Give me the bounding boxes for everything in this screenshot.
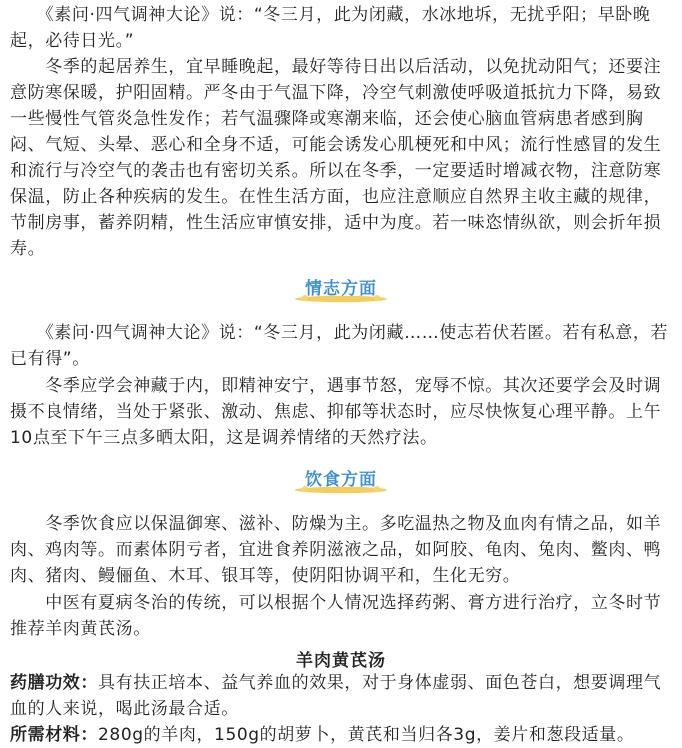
section-heading-diet [0, 463, 682, 503]
lifestyle-paragraph: 冬季的起居养生，宜早睡晚起，最好等待日出以后活动，以免扰动阳气；还要注意防寒保暖，护阳固精。严冬由于气温下降，冷空气刺激使呼吸道抵抗力下降，易致一些慢性气管炎急性发作；若气温骤降或寒潮来临，还会使心脑血管病患者感到胸闷、气短、头晕、恶心和全身不适，可能会诱发心肌梗死和中风；流行性感冒的发生和流行与冷空气的袭击也有密切关系。所以在冬季，一定要适时增减衣物，注意防寒保温，防止各种疾病的发生。在性生活方面，也应注意顺应自然界主收主藏的规律，节制房事，蓄养阴精，性生活应审慎安排，适中为度。若一味恣情纵欲，则会折年损寿。 [10, 57, 662, 259]
recipe-title: 羊肉黄芪汤 [296, 651, 386, 671]
emotion-quote-paragraph: 《素问·四气调神大论》说：“冬三月，此为闭藏……使志若伏若匿。若有私意，若已有得”。 [10, 323, 669, 369]
quote-paragraph: 《素问·四气调神大论》说：“冬三月，此为闭藏，水冰地坼，无扰乎阳；早卧晚起，必待日光。” [10, 5, 651, 51]
recipe-effect-text: 具有扶正培本、益气养血的效果，对于身体虚弱、面色苍白，想要调理气血的人来说，喝此汤最合适。 [10, 673, 662, 719]
diet-treatment-paragraph: 中医有夏病冬治的传统，可以根据个人情况选择药粥、膏方进行治疗，立冬时节推荐羊肉黄芪汤。 [10, 593, 662, 639]
recipe-materials [10, 722, 672, 748]
recipe-materials-label: 所需材料： [10, 725, 98, 745]
section-heading-emotion [0, 272, 682, 312]
emotion-advice-paragraph: 冬季应学会神藏于内，即精神安宁，遇事节怒，宠辱不惊。其次还要学会及时调摄不良情绪，当处于紧张、激动、焦虑、抑郁等状态时，应尽快恢复心理平静。上午10点至下午三点多晒太阳，这是调养情绪的天然疗法。 [10, 376, 662, 448]
section-title-diet: 饮食方面 [305, 470, 377, 490]
recipe-effect [10, 670, 672, 722]
diet-principle-paragraph: 冬季饮食应以保温御寒、滋补、防燥为主。多吃温热之物及血肉有情之品，如羊肉、鸡肉等。而素体阴亏者，宜进食养阴滋液之品，如阿胶、龟肉、兔肉、鳖肉、鸭肉、猪肉、鳗俪鱼、木耳、银耳等，使阴阳协调平和，生化无穷。 [10, 514, 662, 586]
recipe-effect-label: 药膳功效： [10, 673, 98, 693]
section-title-emotion: 情志方面 [305, 279, 377, 299]
recipe-materials-text: 280g的羊肉，150g的胡萝卜，黄芪和当归各3g，姜片和葱段适量。 [98, 725, 635, 745]
